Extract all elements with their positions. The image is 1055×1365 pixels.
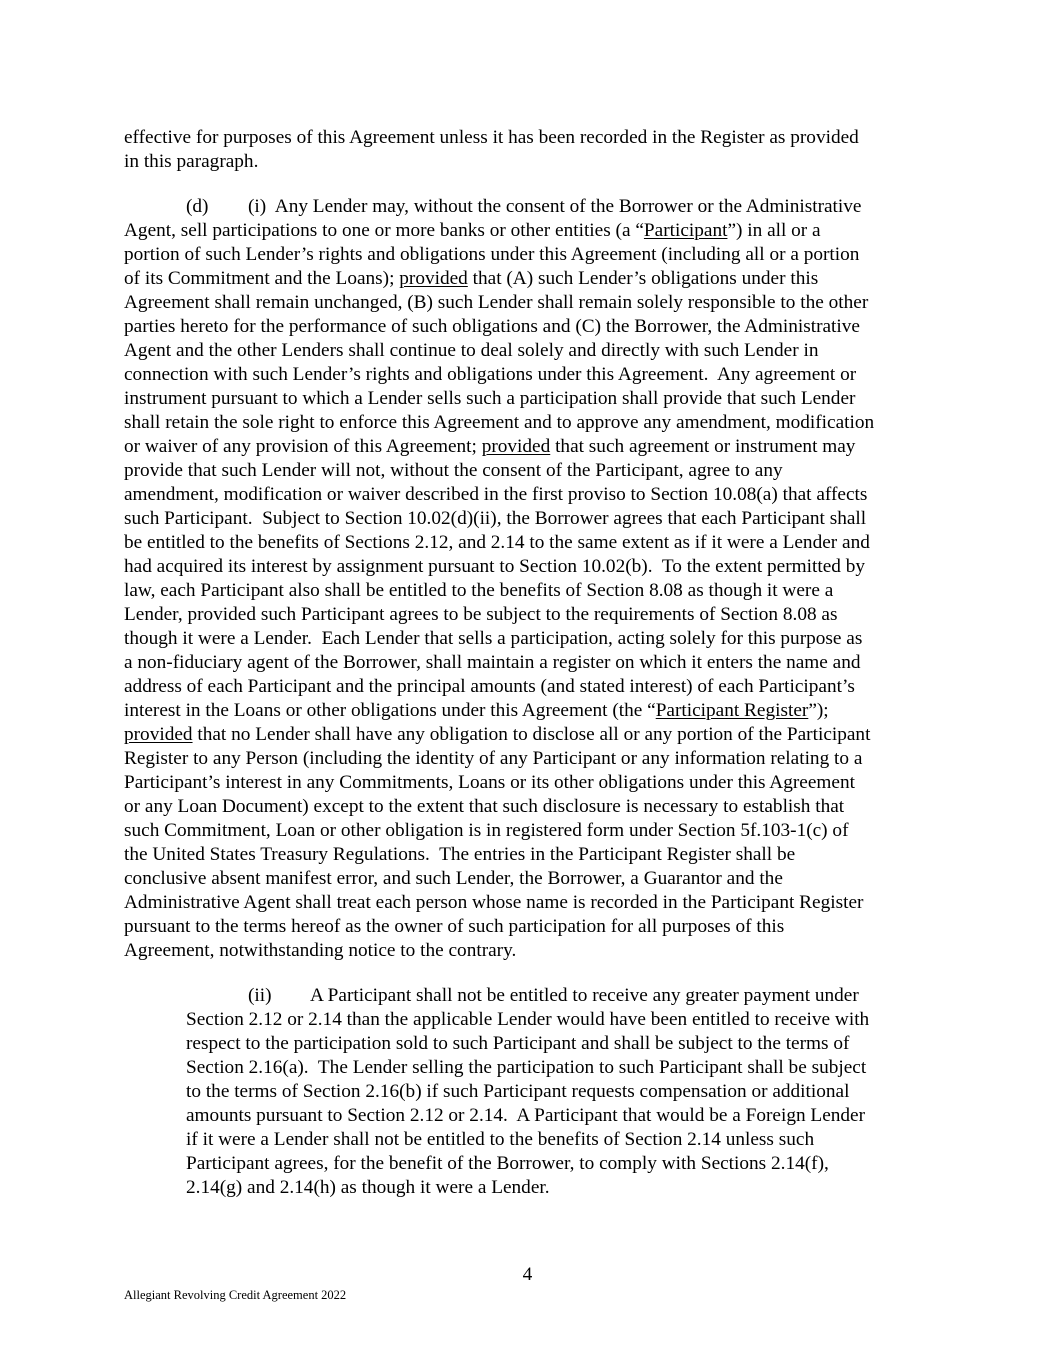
paragraph-d-i-line: amendment, modification or waiver described in the first proviso to Section 10.08(a) that affects [124, 484, 868, 505]
paragraph-c-line: in this paragraph. [124, 151, 259, 172]
footer-text: Allegiant Revolving Credit Agreement 2022 [124, 1288, 347, 1302]
paragraph-d-i-line: Agreement shall remain unchanged, (B) such Lender shall remain solely responsible to the other [124, 292, 869, 313]
defined-term-participant: Participant [643, 220, 728, 241]
text-run: ”); [808, 700, 829, 721]
text-run: interest in the Loans or other obligations under this Agreement (the “ [124, 700, 656, 721]
paragraph-d-i-line: connection with such Lender’s rights and obligations under this Agreement. Any agreement or [124, 364, 857, 385]
paragraph-d-i-line [124, 435, 855, 459]
paragraph-d-i-line: though it were a Lender. Each Lender that sells a participation, acting solely for this purpose as [124, 628, 863, 649]
proviso-term: provided [481, 436, 551, 457]
defined-term-participant-register: Participant Register [655, 700, 809, 721]
paragraph-d-i-line: address of each Participant and the principal amounts (and stated interest) of each Participant’s [124, 676, 855, 697]
paragraph-d-i-line: Participant’s interest in any Commitments, Loans or its other obligations under this Agreement [124, 772, 855, 793]
paragraph-d-i-line: parties hereto for the performance of such obligations and (C) the Borrower, the Administrative [124, 316, 860, 337]
paragraph-d-i-line: conclusive absent manifest error, and such Lender, the Borrower, a Guarantor and the [124, 868, 783, 889]
text-run: that no Lender shall have any obligation to disclose all or any portion of the Participant [192, 724, 871, 745]
section-label-d: (d) [186, 196, 209, 217]
paragraph-d-i-line: the United States Treasury Regulations. The entries in the Participant Register shall be [124, 844, 796, 865]
text-run: A Participant shall not be entitled to receive any greater payment under [310, 985, 859, 1006]
paragraph-d-i-line: instrument pursuant to which a Lender sells such a participation shall provide that such Lender [124, 388, 856, 409]
proviso-term: provided [124, 724, 193, 745]
paragraph-d-i-line [186, 195, 861, 219]
text-run: Any Lender may, without the consent of the Borrower or the Administrative [274, 196, 862, 217]
paragraph-d-i-line: or any Loan Document) except to the extent that such disclosure is necessary to establish that [124, 796, 845, 817]
text-run: that (A) such Lender’s obligations under this [467, 268, 819, 289]
text-run: or waiver of any provision of this Agreement; [124, 436, 482, 457]
proviso-term: provided [399, 268, 468, 289]
paragraph-d-i-line: be entitled to the benefits of Sections 2.12, and 2.14 to the same extent as if it were a Lender and [124, 532, 870, 553]
paragraph-d-ii-line: Section 2.12 or 2.14 than the applicable Lender would have been entitled to receive with [186, 1009, 870, 1030]
paragraph-d-i-line [124, 699, 829, 723]
text-run: ”) in all or a [727, 220, 821, 241]
text-run: Agent, sell participations to one or more banks or other entities (a “ [124, 220, 644, 241]
paragraph-d-i-line: provide that such Lender will not, without the consent of the Participant, agree to any [124, 460, 783, 481]
text-run: of its Commitment and the Loans); [124, 268, 400, 289]
subsection-label-ii: (ii) [248, 985, 272, 1006]
paragraph-d-ii-line: Participant agrees, for the benefit of the Borrower, to comply with Sections 2.14(f), [186, 1153, 829, 1174]
paragraph-d-ii-line: if it were a Lender shall not be entitled to the benefits of Section 2.14 unless such [186, 1129, 815, 1150]
paragraph-d-i-line: Agreement, notwithstanding notice to the contrary. [124, 940, 517, 961]
paragraph-d-i-line: Agent and the other Lenders shall continue to deal solely and directly with such Lender in [124, 340, 819, 361]
paragraph-d-ii-line: amounts pursuant to Section 2.12 or 2.14. A Participant that would be a Foreign Lender [186, 1105, 866, 1126]
paragraph-d-i-line [124, 267, 818, 291]
paragraph-d-ii-line: Section 2.16(a). The Lender selling the participation to such Participant shall be subject [186, 1057, 867, 1078]
paragraph-d-i-line: law, each Participant also shall be entitled to the benefits of Section 8.08 as though it were a [124, 580, 834, 601]
paragraph-d-ii-line: to the terms of Section 2.16(b) if such Participant requests compensation or additional [186, 1081, 850, 1102]
subsection-label-i: (i) [248, 196, 267, 217]
text-run: that such agreement or instrument may [550, 436, 856, 457]
paragraph-d-i-line [124, 219, 821, 243]
paragraph-c-line: effective for purposes of this Agreement unless it has been recorded in the Register as provided [124, 127, 859, 148]
page-number: 4 [522, 1264, 533, 1285]
paragraph-d-i-line: had acquired its interest by assignment pursuant to Section 10.02(b). To the extent permitted by [124, 556, 865, 577]
paragraph-d-i-line: Lender, provided such Participant agrees to be subject to the requirements of Section 8.08 as [124, 604, 838, 625]
paragraph-d-ii-line: respect to the participation sold to such Participant and shall be subject to the terms of [186, 1033, 850, 1054]
paragraph-d-i-line: Register to any Person (including the identity of any Participant or any information relating to a [124, 748, 863, 769]
paragraph-d-i-line: pursuant to the terms hereof as the owner of such participation for all purposes of this [124, 916, 785, 937]
paragraph-d-ii-line [248, 984, 859, 1008]
paragraph-d-i-line: a non-fiduciary agent of the Borrower, shall maintain a register on which it enters the name and [124, 652, 861, 673]
paragraph-d-i-line: shall retain the sole right to enforce this Agreement and to approve any amendment, modification [124, 412, 875, 433]
paragraph-d-ii-line: 2.14(g) and 2.14(h) as though it were a Lender. [186, 1177, 550, 1198]
paragraph-d-i-line: Administrative Agent shall treat each person whose name is recorded in the Participant Register [124, 892, 864, 913]
paragraph-d-i-line: such Participant. Subject to Section 10.02(d)(ii), the Borrower agrees that each Participant shall [124, 508, 867, 529]
paragraph-d-i-line: portion of such Lender’s rights and obligations under this Agreement (including all or a portion [124, 244, 860, 265]
paragraph-d-i-line: such Commitment, Loan or other obligation is in registered form under Section 5f.103-1(c) of [124, 820, 849, 841]
paragraph-d-i-line [124, 723, 870, 747]
